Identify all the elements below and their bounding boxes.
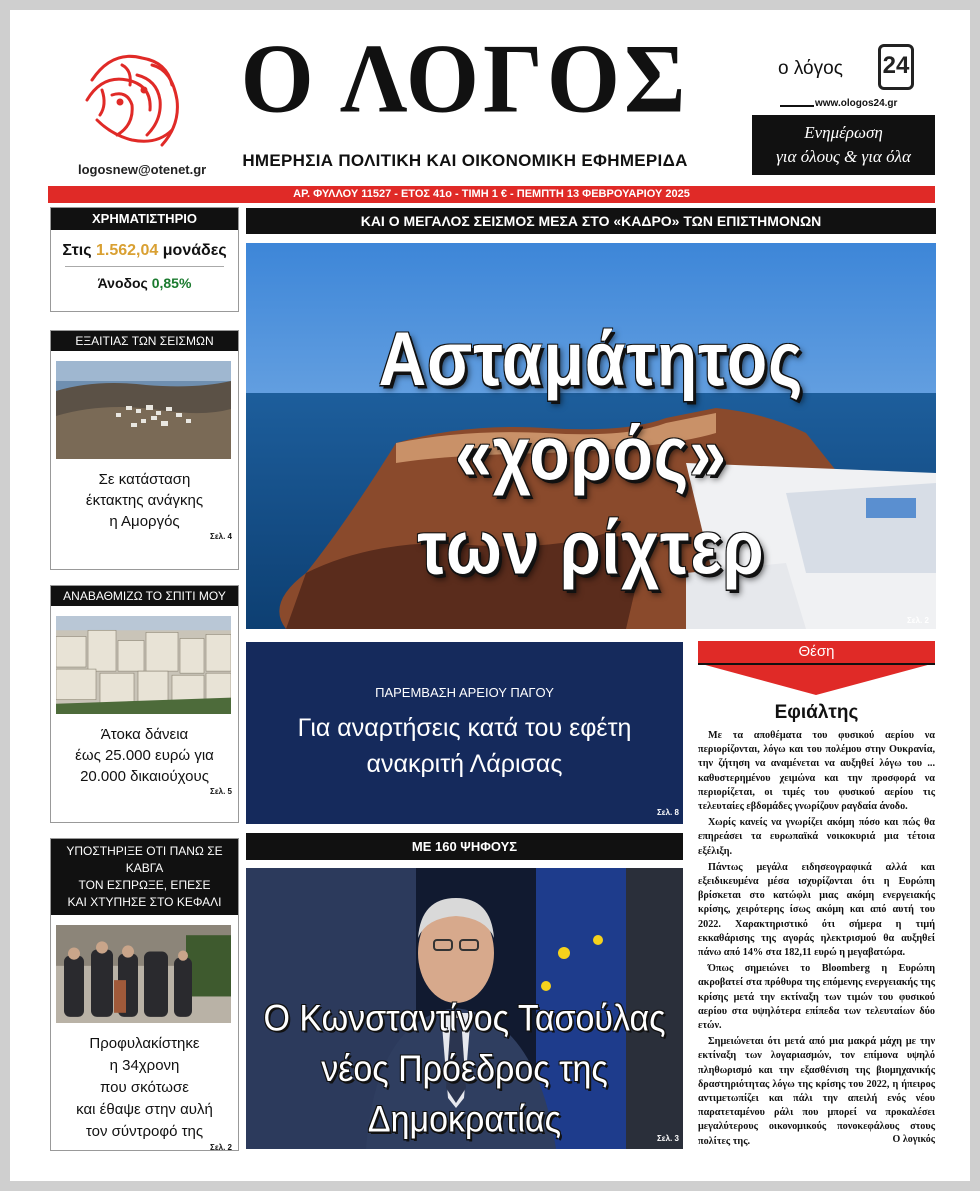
opinion-section-label: Θέση (698, 641, 935, 663)
caption-line: Άτοκα δάνεια (100, 726, 189, 743)
opinion-body (698, 729, 935, 1151)
opinion-banner-arrow (698, 663, 935, 695)
story-caption (51, 1033, 238, 1143)
caption-line: έκτακτης ανάγκης (85, 492, 204, 509)
header-line: ΚΑΙ ΧΤΥΠΗΣΕ ΣΤΟ ΚΕΦΑΛΙ (67, 895, 222, 909)
headline-line: Ασταμάτητος «χορός» (378, 316, 804, 496)
president-kicker: ΜΕ 160 ΨΗΦΟΥΣ (246, 833, 683, 860)
caption-line: Σε κατάσταση (98, 471, 191, 488)
header-line: ΥΠΟΣΤΗΡΙΞΕ ΟΤΙ ΠΑΝΩ ΣΕ ΚΑΒΓΑ (66, 844, 223, 875)
stock-divider (65, 266, 224, 267)
promo-line-1: Ενημέρωση (804, 123, 883, 142)
promo-box (752, 115, 935, 175)
caption-line: η 34χρονη (109, 1057, 180, 1074)
caption-line: η Αμοργός (109, 513, 180, 530)
stock-value: 1.562,04 (96, 242, 159, 259)
stock-value-line (51, 242, 238, 260)
site-brand-digit: 24 (878, 44, 914, 90)
lead-kicker: ΚΑΙ Ο ΜΕΓΑΛΟΣ ΣΕΙΣΜΟΣ ΜΕΣΑ ΣΤΟ «ΚΑΔΡΟ» ΤΩΝ ΕΠΙΣΤΗΜΟΝΩΝ (246, 208, 936, 234)
promo-line-2: για όλους & για όλα (776, 147, 911, 166)
caption-line: τον σύντροφό της (85, 1123, 204, 1140)
caption-line: έως 25.000 ευρώ για (75, 747, 214, 764)
caption-line: που σκότωσε (100, 1079, 189, 1096)
city-photo (56, 616, 231, 714)
masthead-logo-art (72, 40, 192, 160)
stock-suffix: μονάδες (162, 242, 227, 259)
page-ref: Σελ. 4 (210, 532, 232, 541)
newspaper-front-page (10, 10, 970, 1181)
site-brand: ο λόγος (778, 58, 843, 79)
headline-line: ανακριτή Λάρισας (366, 750, 563, 778)
story-amorgos[interactable] (50, 330, 239, 570)
amorgos-photo (56, 361, 231, 459)
page-ref: Σελ. 3 (657, 1134, 679, 1143)
masthead-title: Ο ΛΟΓΟΣ (240, 24, 690, 134)
headline-line: Ο Κωνσταντίνος Τασούλας (263, 997, 666, 1040)
headline-line: των ρίχτερ (417, 504, 765, 590)
stock-change-value: 0,85% (151, 275, 192, 291)
story-loans[interactable] (50, 585, 239, 823)
story-caption (51, 469, 238, 532)
court-headline (246, 710, 683, 782)
story-crime[interactable] (50, 838, 239, 1151)
caption-line: 20.000 δικαιούχους (80, 768, 209, 785)
story-header: ΕΞΑΙΤΙΑΣ ΤΩΝ ΣΕΙΣΜΩΝ (51, 331, 238, 351)
site-rule (780, 105, 814, 107)
site-url[interactable]: www.ologos24.gr (815, 98, 898, 109)
story-caption (51, 724, 238, 787)
headline-line: νέος Πρόεδρος της Δημοκρατίας (321, 1048, 608, 1141)
opinion-paragraph: Πάντως μεγάλα ειδησεογραφικά αλλά και εξειδικευμένα μέσα ισχυρίζονται ότι η Ευρώπη βρίσκεται στο κατώφλι μιας ακόμη ενεργειακής κρίσης, χειρότερης ίσως ακόμη και από αυτή του 2022. Χαρακτηριστικό ότι σήμερα η τιμή εκκαθάρισης της αγοράς ηλεκτρισμού θα αυξηθεί πάνω από 14% στα 182,11 ευρώ η μεγαβατώρα. (698, 861, 935, 959)
page-ref: Σελ. 2 (907, 616, 929, 625)
caption-line: και έθαψε στην αυλή (76, 1101, 213, 1118)
court-kicker: ΠΑΡΕΜΒΑΣΗ ΑΡΕΙΟΥ ΠΑΓΟΥ (375, 685, 554, 700)
opinion-paragraph: Χωρίς κανείς να γνωρίζει ακόμη πόσο και πώς θα επηρεάσει τα ευρωπαϊκά νοικοκυριά μια τέτοια εξέλιξη. (698, 817, 935, 857)
stock-header: ΧΡΗΜΑΤΙΣΤΗΡΙΟ (51, 208, 238, 230)
masthead-subtitle: ΗΜΕΡΗΣΙΑ ΠΟΛΙΤΙΚΗ ΚΑΙ ΟΙΚΟΝΟΜΙΚΗ ΕΦΗΜΕΡΙΔΑ (242, 151, 688, 170)
caption-line: Προφυλακίστηκε (89, 1035, 200, 1052)
opinion-paragraph: Με τα αποθέματα του φυσικού αερίου να περιορίζονται, λόγω και του πολέμου στην Ουκρανία, την ζήτηση να αναμένεται να αυξηθεί λόγω του ... καθυστερημένου χειμώνα και την προσφορά να περιορίζεται, οι τιμές του φυσικού αερίου τις τελευταίες εβδομάδες γνωρίζουν ραγδαία άνοδο. (698, 730, 935, 813)
story-header (51, 839, 238, 915)
headline-line: Για αναρτήσεις κατά του εφέτη (297, 714, 632, 742)
opinion-paragraph: Όπως σημειώνει το Bloomberg η Ευρώπη ακροβατεί στα πρόθυρα της επόμενης ενεργειακής της κρίσης μετά την εκτίναξη των τιμών του φυσικού αερίου στα υψηλότερα επίπεδα των τελευταίων δύο ετών. (698, 963, 935, 1032)
page-ref: Σελ. 2 (210, 1143, 232, 1152)
stock-box (50, 207, 239, 312)
page-ref: Σελ. 8 (657, 808, 679, 817)
masthead-email[interactable]: logosnew@otenet.gr (78, 162, 207, 177)
president-headline (246, 993, 683, 1145)
opinion-signature: Ο λογικός (892, 1134, 935, 1145)
story-header: ΑΝΑΒΑΘΜΙΖΩ ΤΟ ΣΠΙΤΙ ΜΟΥ (51, 586, 238, 606)
page-ref: Σελ. 5 (210, 787, 232, 796)
issue-info-bar: ΑΡ. ΦΥΛΛΟΥ 11527 - ΕΤΟΣ 41ο - ΤΙΜΗ 1 € - ΠΕΜΠΤΗ 13 ΦΕΒΡΟΥΑΡΙΟΥ 2025 (48, 186, 935, 203)
header-line: ΤΟΝ ΕΣΠΡΩΞΕ, ΕΠΕΣΕ (78, 878, 211, 892)
lead-headline (246, 312, 936, 595)
opinion-title: Εφιάλτης (774, 702, 859, 723)
arrest-photo (56, 925, 231, 1023)
stock-change-line (51, 275, 238, 291)
stock-change-label: Άνοδος (97, 275, 148, 291)
stock-prefix: Στις (62, 242, 92, 259)
opinion-paragraph: Σημειώνεται ότι μετά από μια μακρά μάχη με την εκτίναξη των λογαριασμών, τον επίμονα υψηλό πληθωρισμό και την εξασθένιση της βιομηχανικής δραστηριότητας λόγω της κρίσης του 2022, η ήπειρος αντιμετωπίζει και πάλι την απειλή ενός νέου παρατεταμένου ράλι που μπορεί να προκαλέσει μεγαλύτερους οικονομικούς πονοκεφάλους στους πολίτες της. (698, 1036, 935, 1147)
